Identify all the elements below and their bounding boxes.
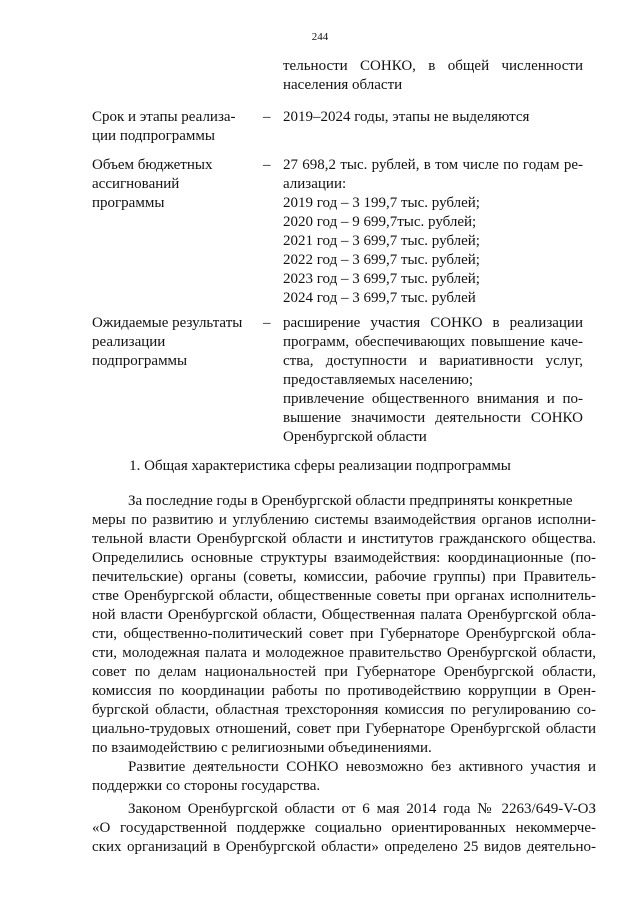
passport-value-line: 2022 год – 3 699,7 тыс. рублей;: [283, 252, 480, 268]
body-text-line: стве Оренбургской области, общественные советы при органах исполнитель-: [92, 588, 596, 604]
body-text-line: Развитие деятельности СОНКО невозможно без активного участия и: [128, 759, 596, 775]
passport-value-line: 2020 год – 9 699,7тыс. рублей;: [283, 214, 477, 230]
passport-value-line: 2021 год – 3 699,7 тыс. рублей;: [283, 233, 480, 249]
passport-dash: –: [263, 315, 271, 331]
passport-label-line: ассигнований: [92, 176, 180, 192]
passport-label-line: реализации: [92, 334, 166, 350]
passport-value-line: привлечение общественного внимания и по-: [283, 391, 583, 407]
passport-label-line: Объем бюджетных: [92, 157, 213, 173]
passport-value-line: программ, обеспечивающих повышение каче-: [283, 334, 583, 350]
passport-continuation-line: тельности СОНКО, в общей численности: [283, 58, 583, 74]
body-text-line: меры по развитию и углублению системы взаимодействия органов исполни-: [92, 512, 596, 528]
body-text-line: ских организаций в Оренбургской области» определено 25 видов деятельно-: [92, 839, 596, 855]
page-number: 244: [311, 31, 329, 43]
passport-label-line: Ожидаемые результаты: [92, 315, 243, 331]
passport-label-line: подпрограммы: [92, 353, 188, 369]
passport-continuation-line: населения области: [283, 77, 403, 93]
body-text-line: комиссия по координации работы по противодействию коррупции в Орен-: [92, 683, 596, 699]
body-text-line: сти, общественно-политический совет при Губернаторе Оренбургской обла-: [92, 626, 596, 642]
passport-value-line: 2019 год – 3 199,7 тыс. рублей;: [283, 195, 480, 211]
passport-value-line: 2024 год – 3 699,7 тыс. рублей: [283, 290, 476, 306]
passport-label-line: ции подпрограммы: [92, 128, 215, 144]
passport-value-line: 2019–2024 годы, этапы не выделяются: [283, 109, 530, 125]
body-text-line: по взаимодействию с религиозными объединениями.: [92, 740, 432, 756]
passport-value-line: ства, доступности и вариативности услуг,: [283, 353, 583, 369]
body-text-line: бургской области, областная трехсторонняя комиссия по регулированию со-: [92, 702, 596, 718]
passport-dash: –: [263, 157, 271, 173]
body-text-line: Законом Оренбургской области от 6 мая 2014 года № 2263/649-V-ОЗ: [128, 801, 596, 817]
body-text-line: «О государственной поддержке социально ориентированных некоммерче-: [92, 820, 596, 836]
passport-value-line: 27 698,2 тыс. рублей, в том числе по годам ре-: [283, 157, 583, 173]
passport-label-line: Срок и этапы реализа-: [92, 109, 236, 125]
body-text-line: тельной власти Оренбургской области и институтов гражданского общества.: [92, 531, 596, 547]
body-text-line: циально-трудовых отношений, совет при Губернаторе Оренбургской области: [92, 721, 596, 737]
body-text-line: сти, молодежная палата и молодежное правительство Оренбургской области,: [92, 645, 596, 661]
body-text-line: печительские) органы (советы, комиссии, рабочие группы) при Правитель-: [92, 569, 596, 585]
body-text-line: поддержки со стороны государства.: [92, 778, 321, 794]
passport-value-line: Оренбургской области: [283, 429, 427, 445]
body-text-line: совет по делам национальностей при Губернаторе Оренбургской области,: [92, 664, 596, 680]
passport-value-line: 2023 год – 3 699,7 тыс. рублей;: [283, 271, 480, 287]
passport-value-line: расширение участия СОНКО в реализации: [283, 315, 583, 331]
passport-label-line: программы: [92, 195, 165, 211]
body-text-line: За последние годы в Оренбургской области предприняты конкретные: [128, 493, 573, 509]
passport-value-line: вышение значимости деятельности СОНКО: [283, 410, 583, 426]
body-text-line: Определились основные структуры взаимодействия: координационные (по-: [92, 550, 596, 566]
section-heading: 1. Общая характеристика сферы реализации подпрограммы: [129, 458, 511, 474]
passport-dash: –: [263, 109, 271, 125]
passport-value-line: ализации:: [283, 176, 347, 192]
body-text-line: ной власти Оренбургской области, Общественная палата Оренбургской обла-: [92, 607, 596, 623]
passport-value-line: предоставляемых населению;: [283, 372, 474, 388]
